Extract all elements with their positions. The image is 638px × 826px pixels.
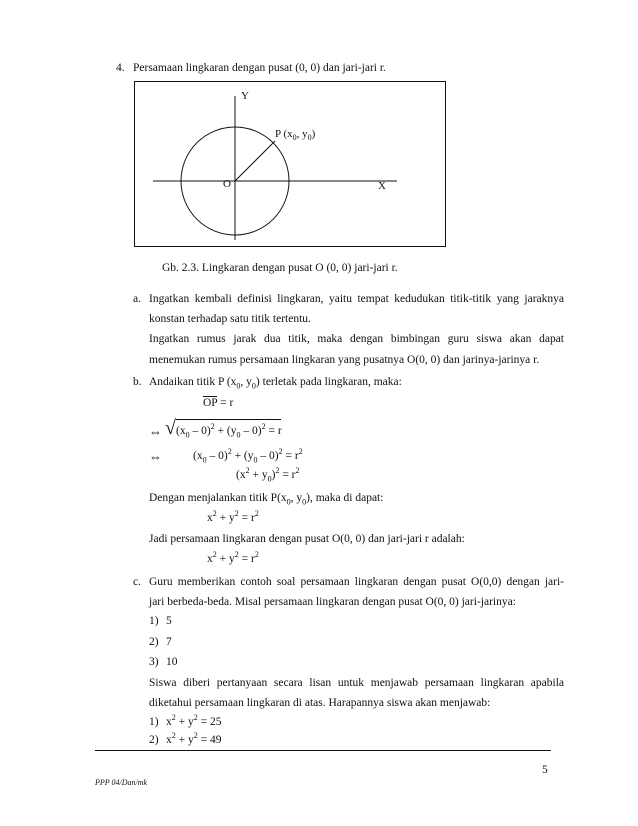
item-c-line3: Siswa diberi pertanyaan secara lisan untuk menjawab persamaan lingkaran apabila (149, 677, 564, 689)
page-number: 5 (542, 764, 548, 776)
list-item-3-val: 10 (166, 656, 178, 668)
x-axis-label: X (378, 180, 386, 192)
sqrt-sign: √ (165, 417, 176, 439)
figure-caption: Gb. 2.3. Lingkaran dengan pusat O (0, 0) jari-jari r. (162, 262, 398, 274)
sqrt-bar (176, 419, 281, 420)
equiv-arrow-1: ⇔ (149, 424, 162, 439)
result-equation-1: $x^2 + y^2 = r^2$ (207, 509, 259, 524)
section-heading: Persamaan lingkaran dengan pusat (0, 0) dan jari-jari r. (133, 62, 386, 74)
item-a-line2: konstan terhadap satu titik tertentu. (149, 313, 311, 325)
item-c-line1: Guru memberikan contoh soal persamaan lingkaran dengan pusat O(0,0) dengan jari- (149, 576, 564, 588)
list-item-1-num: 1) (149, 615, 159, 627)
item-b-marker: b. (133, 376, 142, 388)
answer-2-num: 2) (149, 734, 159, 746)
answer-1: $x^2 + y^2 = 25$ (166, 713, 222, 728)
item-b-run-line: Dengan menjalankan titik $P(x_0$, $y_0$), maka di dapat: (149, 492, 384, 507)
item-c-line2: jari berbeda-beda. Misal persamaan lingkaran dengan pusat O(0, 0) jari-jarinya: (149, 596, 516, 608)
answer-1-num: 1) (149, 716, 159, 728)
item-c-line4: diketahui persamaan lingkaran di atas. Harapannya siswa akan menjawab: (149, 697, 491, 709)
list-item-3-num: 3) (149, 656, 159, 668)
list-item-2-val: 7 (166, 636, 172, 648)
item-b-line1: Andaikan titik P ($x_0$, $y_0$) terletak pada lingkaran, maka: (149, 376, 402, 391)
y-axis-label: Y (241, 90, 249, 102)
footer-divider (95, 750, 551, 751)
equiv-arrow-2: ⇔ (149, 449, 162, 464)
equation-simplified: $(x^2 + y_0)^2 = r^2$ (236, 466, 300, 484)
item-a-marker: a. (133, 293, 141, 305)
circle-figure (134, 81, 446, 247)
item-b-jadi-line: Jadi persamaan lingkaran dengan pusat O(0, 0) dan jari-jari r adalah: (149, 533, 465, 545)
radius-line (235, 141, 275, 181)
item-c-marker: c. (133, 576, 141, 588)
item-a-line1: Ingatkan kembali definisi lingkaran, yaitu tempat kedudukan titik-titik yang jaraknya (149, 293, 564, 305)
item-number: 4. (116, 62, 125, 74)
point-label: P ($x_0$, $y_0$) (275, 128, 316, 143)
answer-2: $x^2 + y^2 = 49$ (166, 731, 222, 746)
item-a-line4: menemukan rumus persamaan lingkaran yang pusatnya O(0, 0) dan jarinya-jarinya r. (149, 354, 540, 366)
origin-label: O (223, 178, 231, 190)
list-item-1-val: 5 (166, 615, 172, 627)
equation-expanded: $(x_0 - 0)^2 + (y_0 - 0)^2 = r^2$ (193, 447, 303, 465)
circle-diagram (135, 82, 447, 248)
result-equation-2: $x^2 + y^2 = r^2$ (207, 550, 259, 565)
equation-sqrt: $(x_0 - 0)^2 + (y_0 - 0)^2 = r$ (176, 422, 282, 440)
list-item-2-num: 2) (149, 636, 159, 648)
item-a-line3: Ingatkan rumus jarak dua titik, maka dengan bimbingan guru siswa akan dapat (149, 333, 564, 345)
footer-code: PPP 04/Dan/mk (95, 778, 148, 787)
equation-op: OP = r (203, 397, 234, 409)
